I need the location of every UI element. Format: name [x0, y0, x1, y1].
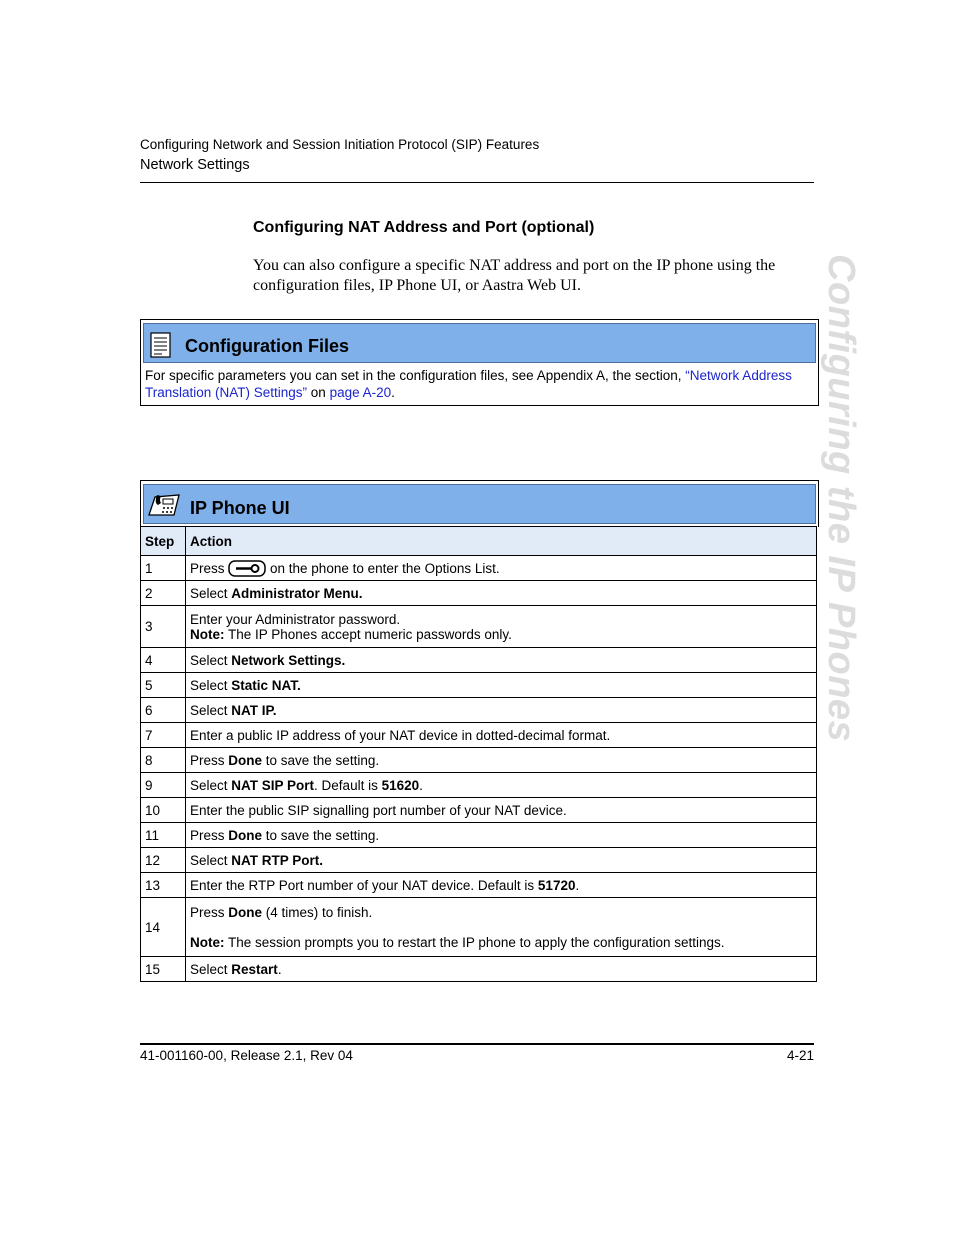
table-row: [141, 648, 817, 673]
config-files-titlebar: [143, 323, 816, 363]
step-number: 2: [141, 581, 186, 606]
table-row: [141, 773, 817, 798]
table-row: [141, 698, 817, 723]
bold-text: Note:: [190, 626, 225, 642]
config-files-text: [145, 367, 805, 401]
action-text: Select: [190, 961, 232, 977]
config-files-box: [140, 319, 819, 406]
step-number: 6: [141, 698, 186, 723]
action-text: Select: [190, 777, 232, 793]
nat-settings-link[interactable]: “Network Address Translation (NAT) Settings”: [145, 368, 792, 400]
ip-phone-ui-box: [140, 480, 819, 527]
page-a20-link[interactable]: page A-20: [329, 385, 392, 400]
action-text: Select: [190, 702, 232, 718]
action-text: (4 times) to finish.: [262, 904, 373, 920]
step-action: [186, 723, 817, 748]
ip-phone-ui-titlebar: [143, 484, 816, 524]
step-action: [186, 848, 817, 873]
step-number: 14: [141, 898, 186, 957]
section-title: Configuring NAT Address and Port (optional): [253, 219, 595, 236]
config-files-text-mid: on: [307, 385, 330, 400]
action-text: Press: [190, 560, 229, 576]
step-number: 4: [141, 648, 186, 673]
step-action: [186, 606, 817, 648]
action-text: Select: [190, 585, 232, 601]
bold-text: Note:: [190, 934, 225, 950]
step-action: [186, 698, 817, 723]
table-row: [141, 848, 817, 873]
action-text: on the phone to enter the Options List.: [266, 560, 500, 576]
footer-page-number: 4-21: [786, 1048, 814, 1063]
step-number: 12: [141, 848, 186, 873]
section-header: Network Settings: [140, 157, 250, 173]
bold-text: Restart: [231, 961, 278, 977]
header-rule: [140, 182, 814, 183]
step-number: 9: [141, 773, 186, 798]
config-files-title: Configuration Files: [185, 336, 349, 356]
table-row: [141, 957, 817, 982]
action-text: .: [419, 777, 423, 793]
action-text: Enter the RTP Port number of your NAT device. Default is: [190, 877, 538, 893]
step-number: 7: [141, 723, 186, 748]
step-number: 1: [141, 556, 186, 581]
table-row: [141, 873, 817, 898]
action-text: The session prompts you to restart the IP phone to apply the configuration settings.: [224, 934, 725, 950]
action-text: Enter the public SIP signalling port number of your NAT device.: [190, 802, 567, 818]
bold-text: NAT IP.: [231, 702, 277, 718]
table-row: [141, 673, 817, 698]
action-text: Press: [190, 827, 229, 843]
step-action: [186, 823, 817, 848]
action-text: .: [277, 961, 282, 977]
bold-text: Done: [228, 752, 263, 768]
step-action: [186, 748, 817, 773]
ip-phone-ui-title: IP Phone UI: [190, 498, 290, 518]
action-text: .: [575, 877, 580, 893]
bold-text: Done: [228, 827, 263, 843]
action-text: Select: [190, 852, 232, 868]
action-text: . Default is: [314, 777, 382, 793]
step-action: [186, 648, 817, 673]
step-action: [186, 798, 817, 823]
action-text: Press: [190, 752, 229, 768]
bold-text: NAT SIP Port: [231, 777, 315, 793]
step-action: [186, 556, 817, 581]
bold-text: NAT RTP Port.: [231, 852, 324, 868]
steps-header-row: [141, 527, 817, 556]
step-number: 5: [141, 673, 186, 698]
table-row: [141, 606, 817, 648]
config-files-text-post: .: [391, 385, 395, 400]
table-row: [141, 581, 817, 606]
action-text: to save the setting.: [262, 752, 380, 768]
step-action: [186, 873, 817, 898]
step-number: 15: [141, 957, 186, 982]
step-action: [186, 898, 817, 957]
step-action: [186, 773, 817, 798]
table-row: [141, 898, 817, 957]
step-number: 10: [141, 798, 186, 823]
table-row: [141, 748, 817, 773]
bold-text: 51720: [537, 877, 576, 893]
step-column-header: Step: [141, 527, 186, 556]
action-text: Enter your Administrator password.: [190, 611, 401, 627]
bold-text: 51620: [381, 777, 420, 793]
action-text: The IP Phones accept numeric passwords only.: [224, 626, 512, 642]
table-row: [141, 798, 817, 823]
step-number: 8: [141, 748, 186, 773]
footer-doc-id: 41-001160-00, Release 2.1, Rev 04: [140, 1048, 353, 1063]
step-number: 11: [141, 823, 186, 848]
document-icon: [150, 332, 172, 358]
options-key-icon: [228, 560, 266, 577]
action-text: to save the setting.: [262, 827, 380, 843]
bold-text: Network Settings.: [231, 652, 346, 668]
action-text: Select: [190, 677, 232, 693]
action-text: Enter a public IP address of your NAT device in dotted-decimal format.: [190, 727, 611, 743]
step-action: [186, 581, 817, 606]
table-row: [141, 556, 817, 581]
chapter-header: Configuring Network and Session Initiation Protocol (SIP) Features: [140, 137, 540, 152]
bold-text: Static NAT.: [231, 677, 301, 693]
intro-paragraph: You can also configure a specific NAT address and port on the IP phone using the configuration files, IP Phone UI, or Aastra Web UI.: [253, 257, 776, 294]
action-text: Select: [190, 652, 232, 668]
step-action: [186, 673, 817, 698]
step-action: [186, 957, 817, 982]
step-number: 13: [141, 873, 186, 898]
steps-table: [140, 526, 817, 982]
table-row: [141, 823, 817, 848]
step-number: 3: [141, 606, 186, 648]
bold-text: Administrator Menu.: [231, 585, 363, 601]
sidebar-chapter-title: Configuring the IP Phones: [820, 254, 862, 743]
phone-icon: [146, 491, 182, 519]
footer-rule: [140, 1043, 814, 1045]
config-files-text-pre: For specific parameters you can set in the configuration files, see Appendix A, the section,: [145, 368, 686, 383]
table-row: [141, 723, 817, 748]
action-text: Press: [190, 904, 229, 920]
action-column-header: Action: [186, 527, 817, 556]
bold-text: Done: [228, 904, 263, 920]
